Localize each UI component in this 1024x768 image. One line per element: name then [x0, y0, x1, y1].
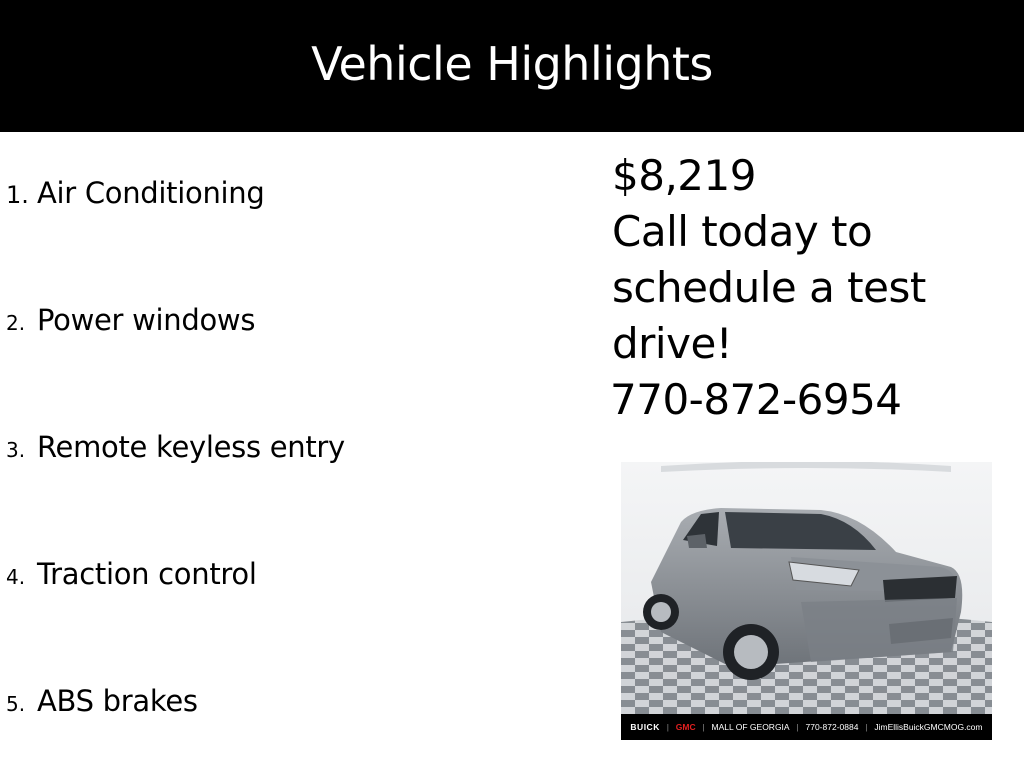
list-item — [6, 557, 257, 591]
page-title: Vehicle Highlights — [311, 37, 713, 91]
item-label: Air Conditioning — [37, 176, 265, 210]
item-number: 4. — [6, 565, 26, 589]
vehicle-photo — [621, 462, 992, 740]
list-item — [6, 430, 345, 464]
cta-line: schedule a test — [612, 263, 926, 312]
phone-number: 770-872-6954 — [610, 375, 902, 424]
list-item — [6, 303, 255, 337]
cta-line: drive! — [612, 319, 733, 368]
list-item — [6, 684, 198, 718]
dealer-name: MALL OF GEORGIA — [711, 722, 790, 732]
item-label: Traction control — [37, 557, 257, 591]
buick-logo: BUICK — [630, 722, 660, 732]
item-number: 3. — [6, 438, 26, 462]
item-label: ABS brakes — [37, 684, 198, 718]
price-info — [612, 148, 1012, 428]
vehicle-image — [621, 462, 992, 740]
dealer-banner: BUICK | GMC | MALL OF GEORGIA | 770-872-0884 | JimEllisBuickGMCMOG.com — [621, 714, 992, 740]
cta-line: Call today to — [612, 207, 873, 256]
item-number: 2. — [6, 311, 26, 335]
price: $8,219 — [612, 151, 756, 200]
dealer-website: JimEllisBuickGMCMOG.com — [874, 722, 983, 732]
item-label: Power windows — [37, 303, 256, 337]
list-item — [6, 176, 264, 210]
header-bar — [0, 0, 1024, 132]
item-number: 1. — [6, 181, 29, 209]
item-number: 5. — [6, 692, 26, 716]
dealer-phone: 770-872-0884 — [805, 722, 859, 732]
gmc-logo: GMC — [675, 722, 696, 732]
item-label: Remote keyless entry — [37, 430, 345, 464]
